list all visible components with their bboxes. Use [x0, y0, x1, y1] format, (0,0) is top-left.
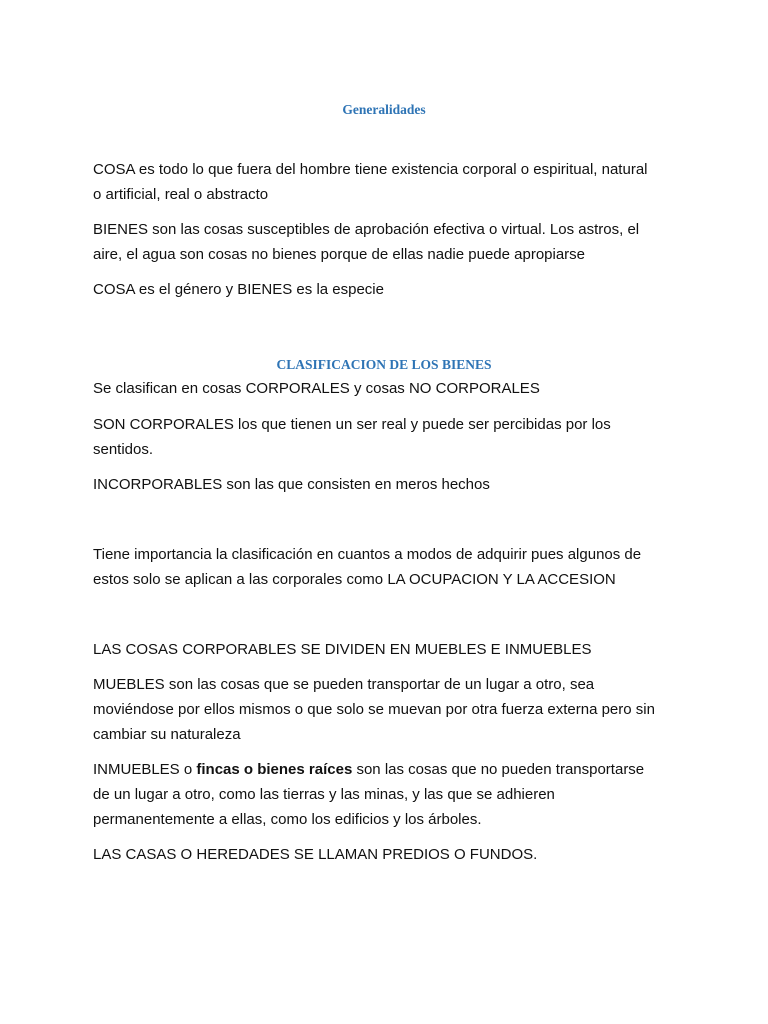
text-line: LAS COSAS CORPORABLES SE DIVIDEN EN MUEBLES E INMUEBLES: [93, 641, 592, 658]
paragraph-dividen: [93, 637, 683, 662]
text-line: Se clasifican en cosas CORPORALES y cosas NO CORPORALES: [93, 380, 540, 397]
text-line: [93, 757, 683, 782]
heading-generalidades: Generalidades: [342, 102, 426, 117]
paragraph-muebles: [93, 672, 683, 747]
text-line: SON CORPORALES los que tienen un ser real y puede ser percibidas por los: [93, 416, 611, 433]
text-line: o artificial, real o abstracto: [93, 186, 269, 203]
text-line: de un lugar a otro, como las tierras y las minas, y las que se adhieren: [93, 786, 555, 803]
text-line: sentidos.: [93, 441, 154, 458]
paragraph-se-clasifican: [93, 376, 683, 401]
text-line: COSA es todo lo que fuera del hombre tiene existencia corporal o espiritual, natural: [93, 161, 648, 178]
paragraph-bienes-definicion: [93, 217, 683, 267]
text-line: LAS CASAS O HEREDADES SE LLAMAN PREDIOS O FUNDOS.: [93, 846, 538, 863]
paragraph-casas: [93, 842, 683, 867]
paragraph-incorporables: [93, 472, 683, 497]
paragraph-importancia: [93, 542, 683, 592]
text-line: BIENES son las cosas susceptibles de aprobación efectiva o virtual. Los astros, el: [93, 221, 640, 238]
text-line: COSA es el género y BIENES es la especie: [93, 281, 384, 298]
heading-clasificacion: CLASIFICACION DE LOS BIENES: [276, 357, 492, 372]
paragraph-cosa-definicion: [93, 157, 683, 207]
text-line: estos solo se aplican a las corporales como LA OCUPACION Y LA ACCESION: [93, 571, 616, 588]
text-line: cambiar su naturaleza: [93, 726, 241, 743]
paragraph-corporales: [93, 412, 683, 462]
paragraph-genero-especie: [93, 277, 683, 302]
text-line: MUEBLES son las cosas que se pueden transportar de un lugar a otro, sea: [93, 676, 595, 693]
inmuebles-bold-term: fincas o bienes raíces: [196, 761, 353, 778]
text-line: moviéndose por ellos mismos o que solo se muevan por otra fuerza externa pero sin: [93, 701, 655, 718]
inmuebles-suffix: son las cosas que no pueden transportarse: [352, 761, 645, 778]
paragraph-inmuebles: [93, 757, 683, 832]
text-line: Tiene importancia la clasificación en cuantos a modos de adquirir pues algunos de: [93, 546, 642, 563]
text-line: permanentemente a ellas, como los edificios y los árboles.: [93, 811, 482, 828]
text-line: aire, el agua son cosas no bienes porque de ellas nadie puede apropiarse: [93, 246, 586, 263]
text-line: INCORPORABLES son las que consisten en meros hechos: [93, 476, 490, 493]
inmuebles-prefix: INMUEBLES o: [93, 761, 197, 778]
